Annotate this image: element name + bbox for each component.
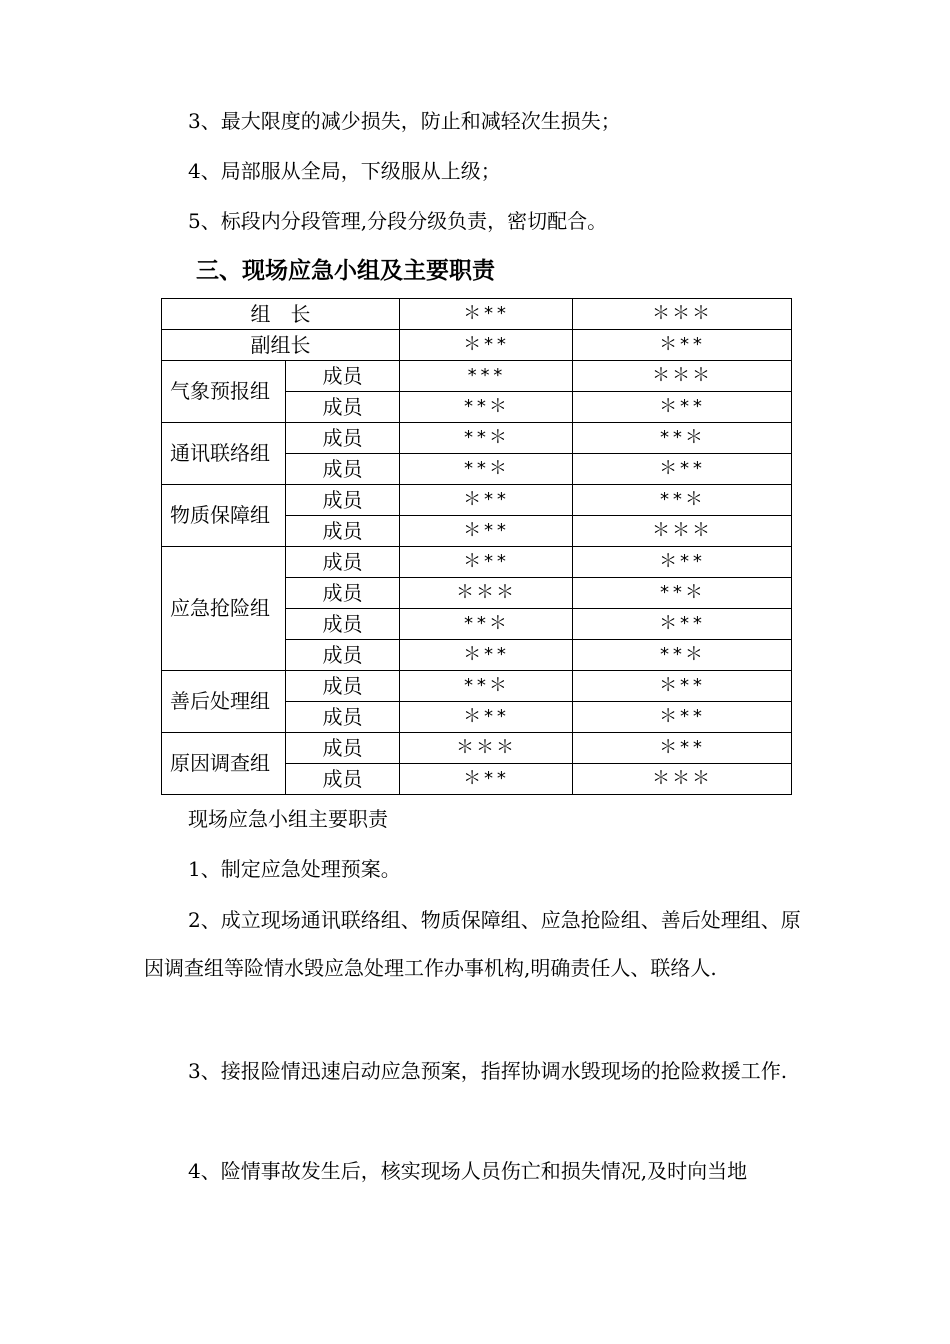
- member-value-1: **＊: [400, 454, 573, 485]
- section-heading: 三、现场应急小组及主要职责: [196, 258, 495, 284]
- member-value-1: ***: [400, 361, 573, 392]
- member-value-1: ＊**: [400, 516, 573, 547]
- group-name-cell: 通讯联络组: [162, 423, 286, 485]
- deputy-label: 副组长: [162, 330, 400, 361]
- member-role: 成员: [286, 609, 400, 640]
- leader-value-2: ＊＊＊: [573, 299, 792, 330]
- member-value-1: ＊**: [400, 702, 573, 733]
- member-value-1: **＊: [400, 609, 573, 640]
- leader-value-1: ＊**: [400, 299, 573, 330]
- member-value-2: ＊**: [573, 547, 792, 578]
- member-value-1: ＊＊＊: [400, 578, 573, 609]
- emergency-team-table: [161, 298, 792, 795]
- deputy-value-1: ＊**: [400, 330, 573, 361]
- member-value-1: ＊**: [400, 764, 573, 795]
- member-value-1: **＊: [400, 423, 573, 454]
- group-name-cell: 善后处理组: [162, 671, 286, 733]
- member-role: 成员: [286, 423, 400, 454]
- member-row: [162, 671, 792, 702]
- leader-label: 组 长: [162, 299, 400, 330]
- member-role: 成员: [286, 702, 400, 733]
- intro-item-3: 3、最大限度的减少损失，防止和减轻次生损失；: [188, 109, 621, 133]
- duties-title: 现场应急小组主要职责: [188, 807, 388, 831]
- member-role: 成员: [286, 640, 400, 671]
- member-role: 成员: [286, 392, 400, 423]
- member-value-2: ＊＊＊: [573, 361, 792, 392]
- member-value-2: **＊: [573, 423, 792, 454]
- deputy-value-2: ＊**: [573, 330, 792, 361]
- intro-item-5: 5、标段内分段管理,分段分级负责，密切配合。: [188, 209, 608, 233]
- member-value-1: **＊: [400, 392, 573, 423]
- member-value-2: ＊＊＊: [573, 516, 792, 547]
- member-value-1: ＊**: [400, 547, 573, 578]
- member-role: 成员: [286, 485, 400, 516]
- member-value-2: ＊**: [573, 671, 792, 702]
- member-role: 成员: [286, 547, 400, 578]
- member-role: 成员: [286, 516, 400, 547]
- intro-item-4: 4、局部服从全局，下级服从上级；: [188, 159, 501, 183]
- duty-2: 2、成立现场通讯联络组、物质保障组、应急抢险组、善后处理组、原因调查组等险情水毁应急处理工作办事机构,明确责任人、联络人.: [144, 908, 801, 980]
- group-name-cell: 气象预报组: [162, 361, 286, 423]
- member-value-2: ＊**: [573, 702, 792, 733]
- member-role: 成员: [286, 764, 400, 795]
- group-name-cell: 应急抢险组: [162, 547, 286, 671]
- member-row: [162, 733, 792, 764]
- member-row: [162, 361, 792, 392]
- leader-row: [162, 299, 792, 330]
- duty-3: 3、接报险情迅速启动应急预案，指挥协调水毁现场的抢险救援工作.: [188, 1059, 788, 1083]
- member-row: [162, 423, 792, 454]
- member-role: 成员: [286, 454, 400, 485]
- deputy-row: [162, 330, 792, 361]
- member-value-2: **＊: [573, 640, 792, 671]
- member-value-2: ＊**: [573, 609, 792, 640]
- member-value-1: ＊＊＊: [400, 733, 573, 764]
- member-value-1: ＊**: [400, 640, 573, 671]
- member-value-1: ＊**: [400, 485, 573, 516]
- member-row: [162, 547, 792, 578]
- member-role: 成员: [286, 733, 400, 764]
- member-value-2: **＊: [573, 578, 792, 609]
- member-role: 成员: [286, 671, 400, 702]
- member-value-2: **＊: [573, 485, 792, 516]
- member-value-2: ＊**: [573, 454, 792, 485]
- member-value-1: **＊: [400, 671, 573, 702]
- group-name-cell: 物质保障组: [162, 485, 286, 547]
- duty-4: 4、险情事故发生后，核实现场人员伤亡和损失情况,及时向当地: [188, 1159, 748, 1183]
- group-name-cell: 原因调查组: [162, 733, 286, 795]
- member-role: 成员: [286, 361, 400, 392]
- member-row: [162, 485, 792, 516]
- member-value-2: ＊＊＊: [573, 764, 792, 795]
- member-value-2: ＊**: [573, 392, 792, 423]
- member-value-2: ＊**: [573, 733, 792, 764]
- member-role: 成员: [286, 578, 400, 609]
- duty-1: 1、制定应急处理预案。: [188, 857, 401, 881]
